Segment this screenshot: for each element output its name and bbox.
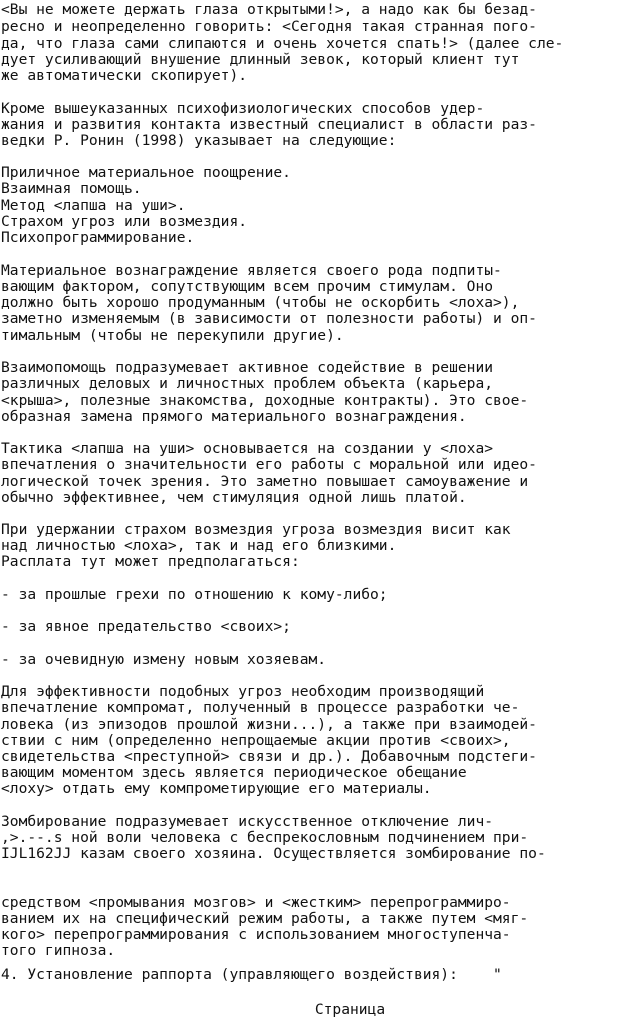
text-line: Кроме вышеуказанных психофизиологических способов удер- [1,100,485,117]
text-line: кого> перепрограммирования с использованием многоступенча- [1,926,511,943]
text-line: ловека (из эпизодов прошлой жизни...), а также при взаимодей- [1,716,537,733]
text-line: должно быть хорошо продуманным (чтобы не оскорбить <лоха>), [1,294,520,311]
list-item: - за очевидную измену новым хозяевам. [1,651,327,668]
text-line: да, что глаза сами слипаются и очень хочется спать!> (далее сле- [1,35,564,52]
text-line: Зомбирование подразумевает искусственное отключение лич- [1,813,494,830]
text-line: IJL162JJ казам своего хозяина. Осуществляется зомбирование по- [1,845,546,862]
text-line: Расплата тут может предполагаться: [1,553,300,570]
section-heading: 4. Установление раппорта (управляющего воздействия): " [1,966,502,983]
text-line: вающим фактором, сопутствующим всем прочим стимулам. Оно [1,278,494,295]
list-item: Психопрограммирование. [1,229,195,246]
text-line: ресно и неопределенно говорить: <Сегодня такая странная пого- [1,18,537,35]
text-line: над личностью <лоха>, так и над его близкими. [1,537,397,554]
page-footer: Страница [314,1001,386,1018]
text-line: дует усиливающий внушение длинный зевок, который клиент тут [1,51,520,68]
text-line: При удержании страхом возмездия угроза возмездия висит как [1,521,511,538]
text-line: Тактика <лапша на уши> основывается на создании у <лоха> [1,440,494,457]
text-line: ванием их на специфический режим работы, а также путем <мяг- [1,910,529,927]
text-line: ствии с ним (определенно непрощаемые акции против <своих>, [1,732,511,749]
list-item: - за прошлые грехи по отношению к кому-либо; [1,586,388,603]
text-line: ведки Р. Ронин (1998) указывает на следующие: [1,132,397,149]
text-line: Материальное вознаграждение является своего рода подпиты- [1,262,502,279]
list-item: Метод <лапша на уши>. [1,197,186,214]
text-line: ,>.--.s ной воли человека с беспрекословным подчинением при- [1,829,529,846]
text-line: средством <промывания мозгов> и <жестким> перепрограммиро- [1,894,511,911]
text-line: <Вы не можете держать глаза открытыми!>, а надо как бы безад- [1,1,537,18]
text-line: впечатление компромат, полученный в процессе разработки че- [1,699,520,716]
text-line: образная замена прямого материального вознаграждения. [1,408,467,425]
text-line: Взаимопомощь подразумевает активное содействие в решении [1,359,494,376]
text-line: впечатления о значительности его работы с моральной или идео- [1,456,537,473]
text-line: заметно изменяемым (в зависимости от полезности работы) и оп- [1,310,537,327]
list-item: - за явное предательство <своих>; [1,618,291,635]
text-line: же автоматически скопирует). [1,67,248,84]
text-line: <лоху> отдать ему компрометирующие его материалы. [1,780,432,797]
text-line: свидетельства <преступной> связи и др.). Добавочным подстеги- [1,748,537,765]
text-line: того гипноза. [1,942,116,959]
text-line: тимальным (чтобы не перекупили другие). [1,327,344,344]
text-line: логической точек зрения. Это заметно повышает самоуважение и [1,473,529,490]
text-line: обычно эффективнее, чем стимуляция одной лишь платой. [1,489,467,506]
list-item: Страхом угроз или возмездия. [1,213,248,230]
text-line: <крыша>, полезные знакомства, доходные контракты). Это свое- [1,392,529,409]
text-line: вающим моментом здесь является периодическое обещание [1,764,467,781]
text-line: жания и развития контакта известный специалист в области раз- [1,116,537,133]
list-item: Приличное материальное поощрение. [1,164,291,181]
text-line: Для эффективности подобных угроз необходим производящий [1,683,485,700]
list-item: Взаимная помощь. [1,180,142,197]
text-line: различных деловых и личностных проблем объекта (карьера, [1,375,494,392]
